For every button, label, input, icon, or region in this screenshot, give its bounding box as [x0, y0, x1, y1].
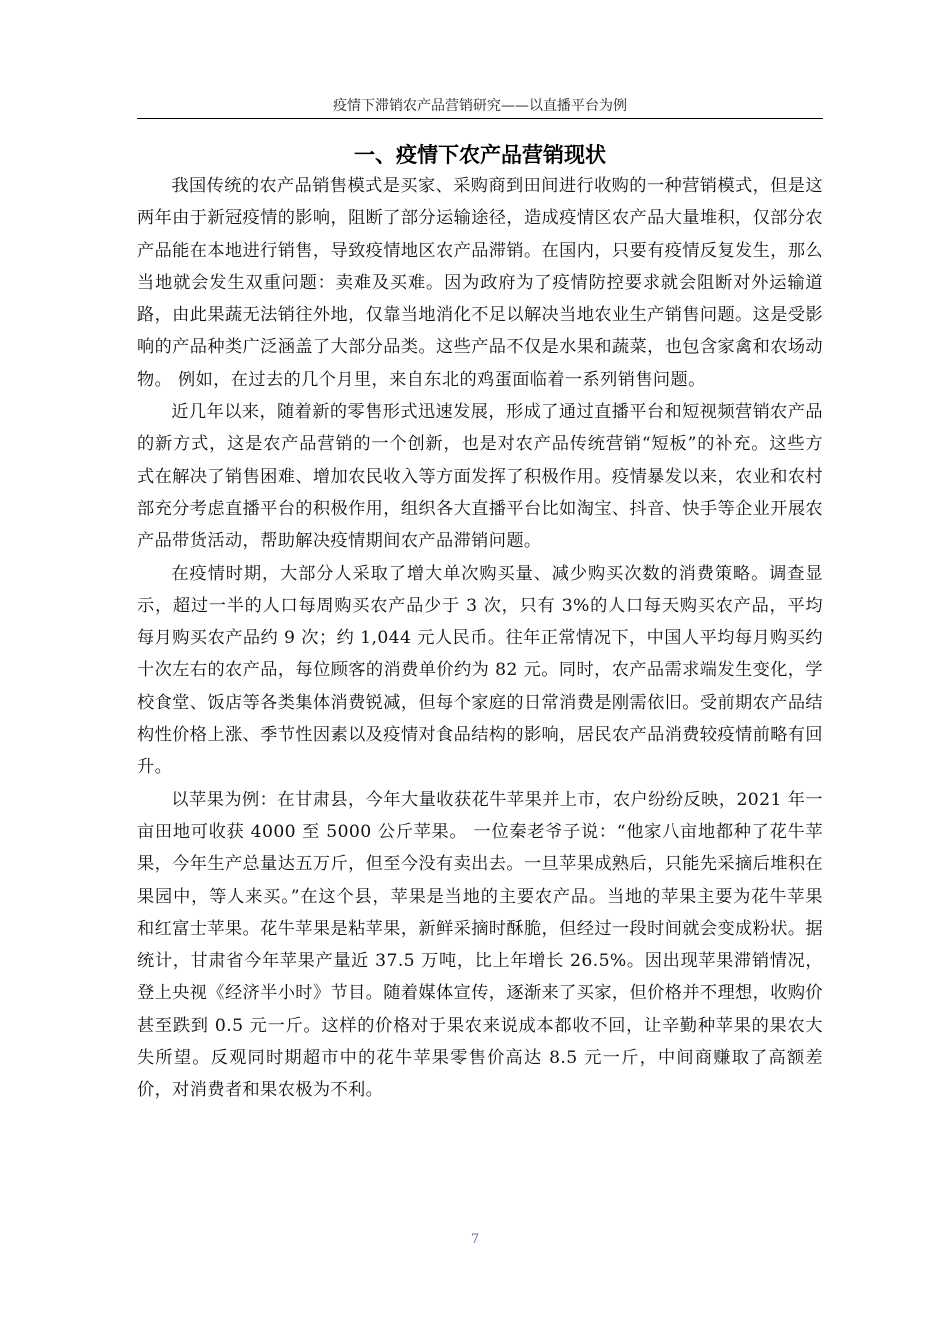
paragraph-3: 在疫情时期，大部分人采取了增大单次购买量、减少购买次数的消费策略。调查显示，超过一半的人口每周购买农产品少于 3 次，只有 3%的人口每天购买农产品，平均每月购买农产品约 9 次；约 1,044 元人民币。往年正常情况下，中国人平均每月购买约十次左右的农产品，每位顾客的消费单价约为 82 元。同时，农产品需求端发生变化，学校食堂、饭店等各类集体消费锐减，但每个家庭的日常消费是刚需依旧。受前期农产品结构性价格上涨、季节性因素以及疫情对食品结构的影响，居民农产品消费较疫情前略有回升。	[137, 563, 823, 778]
running-header: 疫情下滞销农产品营销研究——以直播平台为例	[137, 96, 823, 119]
paragraph-1: 我国传统的农产品销售模式是买家、采购商到田间进行收购的一种营销模式，但是这两年由于新冠疫情的影响，阻断了部分运输途径，造成疫情区农产品大量堆积，仅部分农产品能在本地进行销售，导致疫情地区农产品滞销。在国内，只要有疫情反复发生，那么当地就会发生双重问题：卖难及买难。因为政府为了疫情防控要求就会阻断对外运输道路，由此果蔬无法销往外地，仅靠当地消化不足以解决当地农业生产销售问题。这是受影响的产品种类广泛涵盖了大部分品类。这些产品不仅是水果和蔬菜，也包含家禽和农场动物。 例如，在过去的几个月里，来自东北的鸡蛋面临着一系列销售问题。	[137, 176, 823, 390]
paragraph-4: 以苹果为例：在甘肃县，今年大量收获花牛苹果并上市，农户纷纷反映，2021 年一亩田地可收获 4000 至 5000 公斤苹果。 一位秦老爷子说：“他家八亩地都种了花牛苹果，今年生产总量达五万斤，但至今没有卖出去。一旦苹果成熟后，只能先采摘后堆积在果园中，等人来买。”在这个县，苹果是当地的主要农产品。当地的苹果主要为花牛苹果和红富士苹果。花牛苹果是粘苹果，新鲜采摘时酥脆，但经过一段时间就会变成粉状。据统计，甘肃省今年苹果产量近 37.5 万吨，比上年增长 26.5%。因出现苹果滞销情况，登上央视《经济半小时》节目。随着媒体宣传，逐渐来了买家，但价格并不理想，收购价甚至跌到 0.5 元一斤。这样的价格对于果农来说成本都收不回，让辛勤种苹果的果农大失所望。反观同时期超市中的花牛苹果零售价高达 8.5 元一斤，中间商赚取了高额差价，对消费者和果农极为不利。	[137, 789, 823, 1101]
paragraph-2: 近几年以来，随着新的零售形式迅速发展，形成了通过直播平台和短视频营销农产品的新方式，这是农产品营销的一个创新，也是对农产品传统营销“短板”的补充。这些方式在解决了销售困难、增加农民收入等方面发挥了积极作用。疫情暴发以来，农业和农村部充分考虑直播平台的积极作用，组织各大直播平台比如淘宝、抖音、快手等企业开展农产品带货活动，帮助解决疫情期间农产品滞销问题。	[137, 402, 823, 552]
page-number: 7	[470, 1232, 480, 1247]
section-title: 一、疫情下农产品营销现状	[354, 143, 606, 167]
body-text	[137, 170, 823, 1107]
